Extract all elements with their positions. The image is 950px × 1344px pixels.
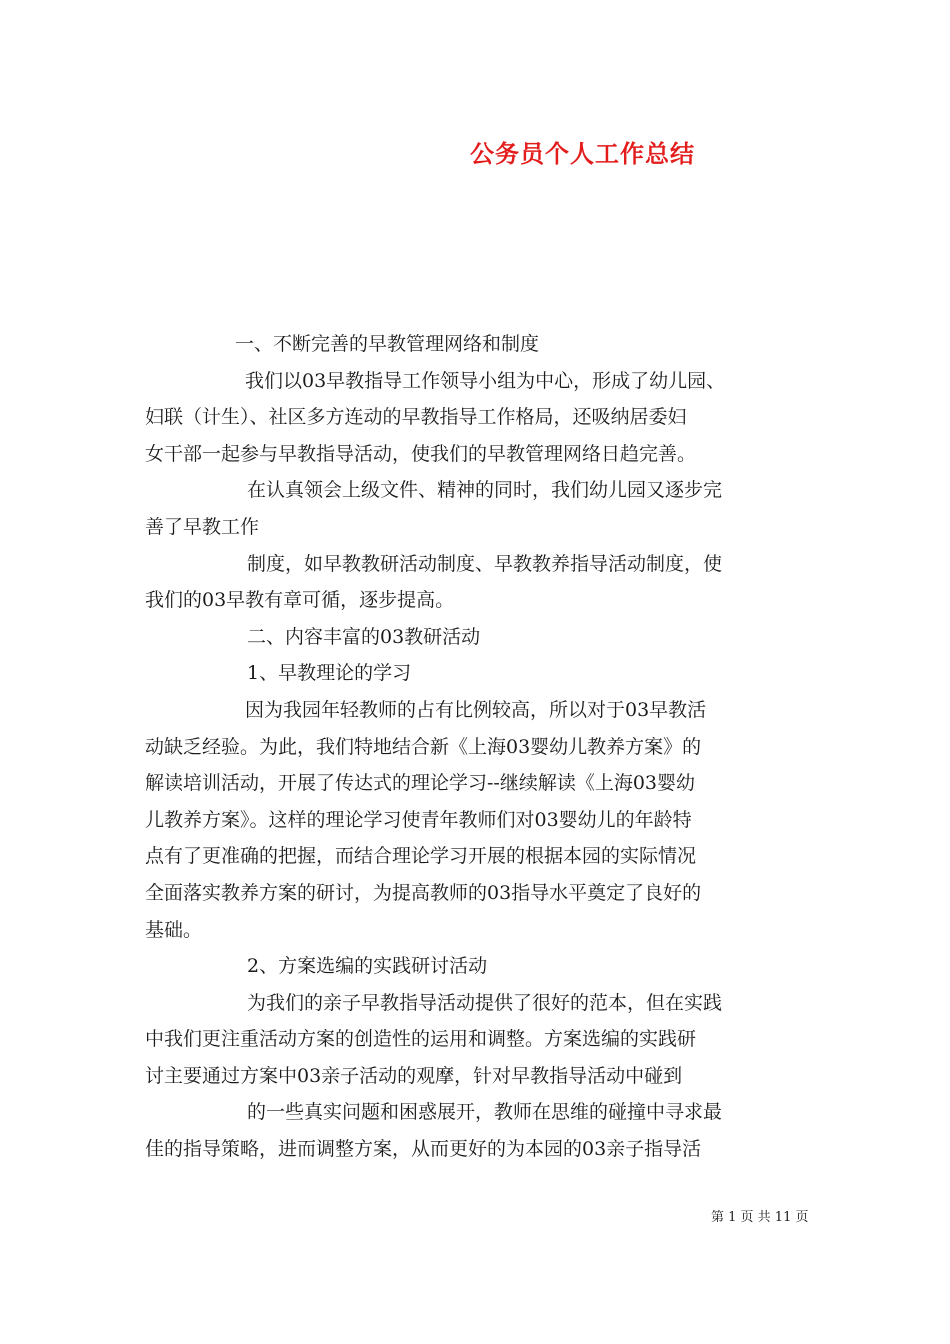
paragraph-line: 女干部一起参与早教指导活动，使我们的早教管理网络日趋完善。 [145,442,697,465]
paragraph-line: 基础。 [145,918,203,941]
paragraph-line: 佳的指导策略，进而调整方案，从而更好的为本园的03亲子指导活 [145,1138,702,1161]
paragraph-line: 为我们的亲子早教指导活动提供了很好的范本，但在实践 [247,991,723,1014]
paragraph-line: 我们的03早教有章可循，逐步提高。 [145,589,455,612]
subsection-heading: 2、方案选编的实践研讨活动 [247,955,488,978]
paragraph-line: 全面落实教养方案的研讨，为提高教师的03指导水平奠定了良好的 [145,881,702,904]
subsection-heading: 1、早教理论的学习 [247,662,412,685]
paragraph-line: 动缺乏经验。为此，我们特地结合新《上海03婴幼儿教养方案》的 [145,735,702,758]
document-body [145,326,810,1168]
paragraph-line: 制度，如早教教研活动制度、早教教养指导活动制度，使 [247,552,723,575]
paragraph-line: 善了早教工作 [145,515,260,538]
page-number: 第 1 页 共 11 页 [711,1210,809,1225]
paragraph-line: 解读培训活动，开展了传达式的理论学习--继续解读《上海03婴幼 [145,772,696,795]
section-heading: 一、不断完善的早教管理网络和制度 [235,333,540,355]
paragraph-line: 我们以03早教指导工作领导小组为中心，形成了幼儿园、 [245,369,726,392]
paragraph-line: 因为我园年轻教师的占有比例较高，所以对于03早教活 [245,698,707,721]
paragraph-line: 在认真领会上级文件、精神的同时，我们幼儿园又逐步完 [247,479,723,502]
paragraph-line: 讨主要通过方案中03亲子活动的观摩，针对早教指导活动中碰到 [145,1064,683,1087]
paragraph-line: 中我们更注重活动方案的创造性的运用和调整。方案选编的实践研 [145,1028,697,1051]
paragraph-line: 儿教养方案》。这样的理论学习使青年教师们对03婴幼儿的年龄特 [145,808,692,831]
paragraph-line: 的一些真实问题和困惑展开，教师在思维的碰撞中寻求最 [247,1101,723,1124]
section-heading: 二、内容丰富的03教研活动 [247,625,481,648]
document-title: 公务员个人工作总结 [470,139,695,168]
paragraph-line: 妇联（计生）、社区多方连动的早教指导工作格局，还吸纳居委妇 [145,406,687,429]
paragraph-line: 点有了更准确的把握，而结合理论学习开展的根据本园的实际情况 [145,845,697,868]
